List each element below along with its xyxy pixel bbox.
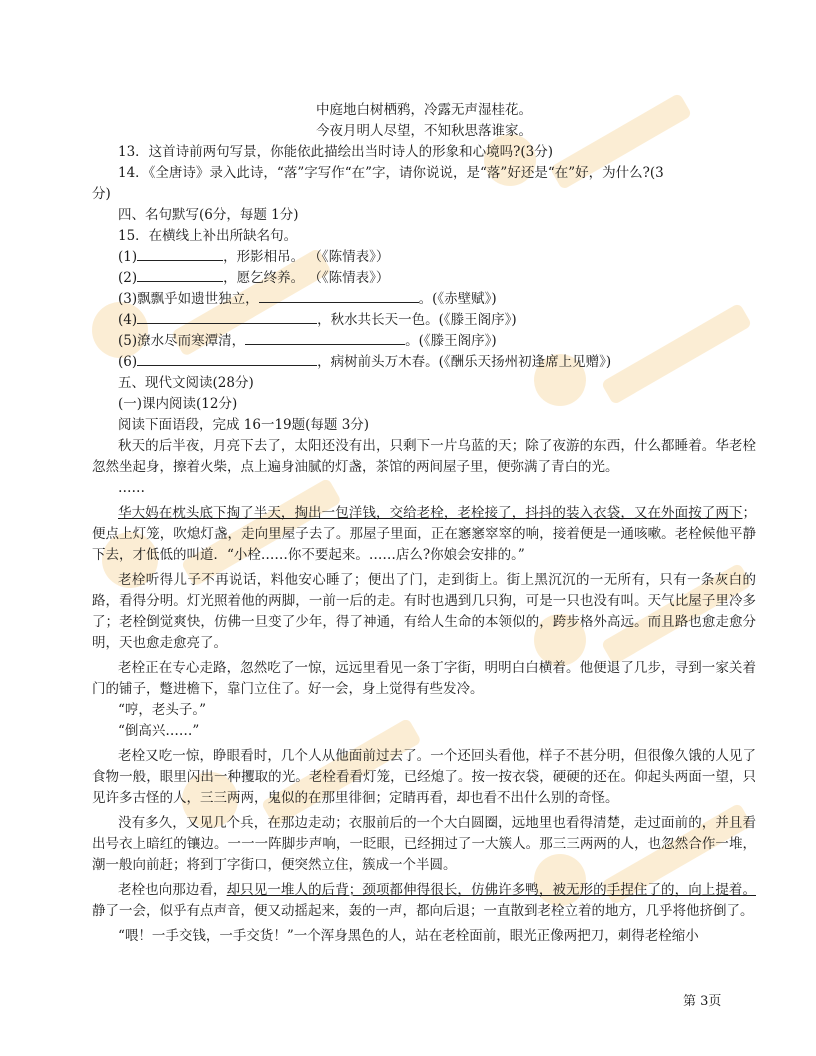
fill-item <box>92 289 756 310</box>
fill-item <box>92 268 756 289</box>
dialogue-line: “倒高兴……” <box>118 723 200 739</box>
answer-blank[interactable] <box>137 310 317 324</box>
passage-paragraph <box>92 880 756 922</box>
fill-item <box>92 310 756 331</box>
section-5-title: 五、现代文阅读(28分) <box>118 375 254 391</box>
fill-item-prefix: (3)飘飘乎如遗世独立， <box>118 291 259 307</box>
paragraph-text: 静了一会，似乎有点声音，便又动摇起来，轰的一声，都向后退；一直散到老栓立着的地方，几乎将他挤倒了。 <box>92 903 754 919</box>
fill-item <box>92 331 756 352</box>
fill-item-suffix: 。(《滕王阁序》) <box>405 333 497 349</box>
fill-item-prefix: (4) <box>118 312 138 328</box>
passage-paragraph <box>92 503 756 566</box>
underlined-text: 华大妈在枕头底下掏了半天，掏出一包洋钱，交给老栓，老栓接了，抖抖的装入衣袋，又在外面按了两下 <box>118 505 743 521</box>
fill-item-suffix: ，病树前头万木春。(《酬乐天扬州初逢席上见赠》) <box>317 354 612 370</box>
section-4-title: 四、名句默写(6分，每题 1分) <box>118 207 299 223</box>
paragraph-text: 老栓也向那边看， <box>118 882 227 898</box>
poem-line: 今夜月明人尽望，不知秋思落谁家。 <box>316 123 532 139</box>
passage-paragraph: “喂！一手交钱，一手交货！”一个浑身黑色的人，站在老栓面前，眼光正像两把刀，刺得老栓缩小 <box>118 928 699 944</box>
fill-item <box>92 247 756 268</box>
question-14-wrap: 分) <box>92 186 111 202</box>
fill-item-suffix: ，秋水共长天一色。(《滕王阁序》) <box>317 312 517 328</box>
fill-item <box>92 352 756 373</box>
paragraph-text: ；便点上灯笼，吹熄灯盏，走向里屋子去了。那屋子里面，正在窸窸窣窣的响，接着便是一通咳嗽。老栓候他平静下去，才低低的叫道．“小栓……你不要起来。……店么?你娘会安排的。” <box>92 505 756 563</box>
question-13: 13．这首诗前两句写景，你能依此描绘出当时诗人的形象和心境吗?(3分) <box>118 144 554 160</box>
passage-paragraph: 秋天的后半夜，月亮下去了，太阳还没有出，只剩下一片乌蓝的天；除了夜游的东西，什么都睡着。华老栓忽然坐起身，擦着火柴，点上遍身油腻的灯盏，茶馆的两间屋子里，便弥满了青白的光。 <box>92 438 756 475</box>
reading-instruction: 阅读下面语段，完成 16一19题(每题 3分) <box>118 417 370 433</box>
fill-item-suffix: ，愿乞终养。 （《陈情表》） <box>223 270 390 286</box>
poem-line: 中庭地白树栖鸦，冷露无声湿桂花。 <box>316 102 532 118</box>
underlined-text: 却只见一堆人的后背；颈项都伸得很长，仿佛许多鸭，被无形的手捏住了的，向上提着。 <box>226 882 756 898</box>
answer-blank[interactable] <box>259 289 419 303</box>
passage-paragraph: 老栓听得儿子不再说话，料他安心睡了；便出了门，走到街上。街上黑沉沉的一无所有，只有一条灰白的路，看得分明。灯光照着他的两脚，一前一后的走。有时也遇到几只狗，可是一只也没有叫。天气比屋子里冷多了；老栓倒觉爽快，仿佛一旦变了少年，得了神通，有给人生命的本领似的，跨步格外高远。而且路也愈走愈分明，天也愈走愈亮了。 <box>92 572 756 651</box>
passage-paragraph: 老栓又吃一惊，睁眼看时，几个人从他面前过去了。一个还回头看他，样子不甚分明，但很像久饿的人见了食物一般，眼里闪出一种攫取的光。老栓看看灯笼，已经熄了。按一按衣袋，硬硬的还在。仰起头两面一望，只见许多古怪的人，三三两两，鬼似的在那里徘徊；定睛再看，却也看不出什么别的奇怪。 <box>92 748 756 806</box>
page-number: 第 3页 <box>683 994 722 1009</box>
passage-paragraph: 老栓正在专心走路，忽然吃了一惊，远远里看见一条丁字街，明明白白横着。他便退了几步，寻到一家关着门的铺子，蹩进檐下，靠门立住了。好一会，身上觉得有些发冷。 <box>92 660 756 697</box>
answer-blank[interactable] <box>245 331 405 345</box>
question-15: 15．在横线上补出所缺名句。 <box>118 228 298 244</box>
dialogue-line: “哼，老头子。” <box>118 702 207 718</box>
answer-blank[interactable] <box>137 268 223 282</box>
fill-item-suffix: ，形影相吊。 （《陈情表》） <box>223 249 390 265</box>
ellipsis: …… <box>118 480 145 496</box>
question-14: 14．《全唐诗》录入此诗，“落”字写作“在”字，请你说说，是“落”好还是“在”好，为什么?(3 <box>118 165 664 181</box>
fill-item-suffix: 。(《赤壁赋》) <box>418 291 497 307</box>
fill-item-prefix: (1) <box>118 249 138 265</box>
page-content <box>92 100 756 947</box>
fill-item-prefix: (2) <box>118 270 138 286</box>
passage-paragraph: 没有多久，又见几个兵，在那边走动；衣服前后的一个大白圆圈，远地里也看得清楚，走过面前的，并且看出号衣上暗红的镶边。一一一阵脚步声响，一眨眼，已经拥过了一大簇人。那三三两两的人，也忽然合作一堆，潮一般向前赶；将到丁字街口，便突然立住，簇成一个半圆。 <box>92 815 756 873</box>
subsection-title: (一)课内阅读(12分) <box>118 396 238 412</box>
answer-blank[interactable] <box>137 247 223 261</box>
fill-item-prefix: (6) <box>118 354 138 370</box>
fill-item-prefix: (5)潦水尽而寒潭清， <box>118 333 246 349</box>
answer-blank[interactable] <box>137 352 317 366</box>
